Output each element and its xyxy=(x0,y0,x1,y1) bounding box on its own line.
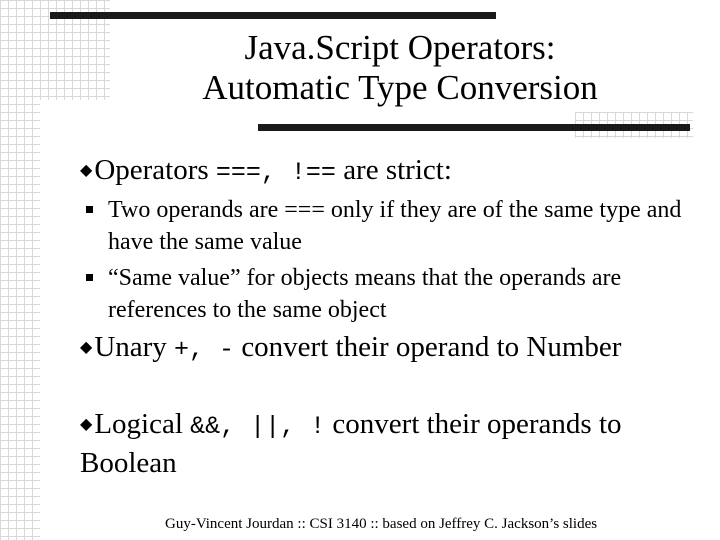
sub-bullet-2-text: “Same value” for objects means that the operands are references to the same object xyxy=(108,265,622,323)
diamond-bullet-icon: ◆ xyxy=(80,416,93,433)
top-rule xyxy=(50,12,496,19)
square-bullet-icon xyxy=(86,274,93,281)
diamond-bullet-icon: ◆ xyxy=(80,162,93,179)
slide-title xyxy=(100,28,700,108)
title-line-2: Automatic Type Conversion xyxy=(202,68,598,107)
decorative-grid-left xyxy=(0,0,40,540)
bullet-strict-code: ===, !== xyxy=(215,158,336,187)
slide-footer: Guy-Vincent Jourdan :: CSI 3140 :: based on Jeffrey C. Jackson’s slides xyxy=(165,516,598,532)
square-bullet-icon xyxy=(86,206,93,213)
sub-bullet-1-text: Two operands are === only if they are of the same type and have the same value xyxy=(108,197,682,255)
bullet-strict-text: Operators xyxy=(94,154,216,186)
title-underline-rule xyxy=(258,124,690,131)
bullet-unary-text: Unary xyxy=(94,331,175,363)
bullet-unary-text2: convert their operand to Number xyxy=(234,331,622,363)
bullet-unary xyxy=(80,329,621,368)
title-line-1: Java.Script Operators: xyxy=(244,28,556,67)
bullet-strict xyxy=(80,152,452,191)
bullet-logical-text: Logical xyxy=(94,408,191,440)
bullet-logical xyxy=(80,406,680,481)
diamond-bullet-icon: ◆ xyxy=(80,339,93,356)
sub-bullet-2 xyxy=(108,262,688,326)
bullet-unary-code: +, - xyxy=(174,335,235,364)
bullet-logical-text2: convert their operands to Boolean xyxy=(80,408,622,479)
sub-bullet-1 xyxy=(108,194,688,258)
bullet-strict-text2: are strict: xyxy=(335,154,452,186)
bullet-logical-code: &&, ||, ! xyxy=(190,412,326,441)
